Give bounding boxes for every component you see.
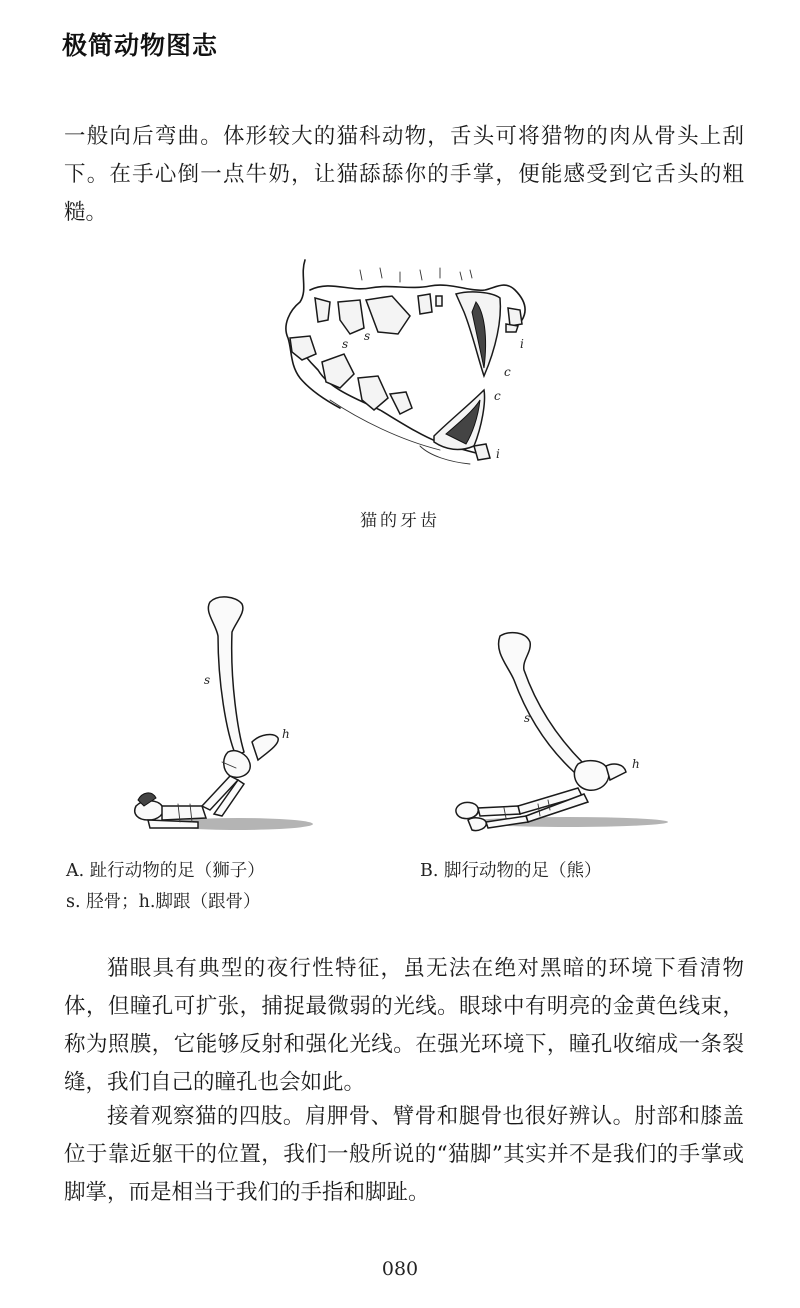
teeth-label-i1: i — [520, 337, 524, 351]
lion-label-s: s — [204, 673, 211, 687]
bear-foot-illustration — [448, 630, 678, 840]
lion-label-h: h — [282, 727, 290, 741]
paragraph-eyes: 猫眼具有典型的夜行性特征，虽无法在绝对黑暗的环境下看清物体，但瞳孔可扩张，捕捉最微弱的光线。眼球中有明亮的金黄色线束，称为照膜，它能够反射和强化光线。在强光环境下，瞳孔收缩成一条裂缝，我们自己的瞳孔也会如此。 — [64, 956, 744, 1095]
teeth-label-c2: c — [494, 389, 501, 403]
lion-foot-legend: s. 胫骨；h.脚跟（跟骨） — [66, 892, 261, 912]
lion-foot-caption: A. 趾行动物的足（狮子） — [66, 861, 265, 881]
teeth-label-c1: c — [504, 365, 511, 379]
paragraph-limbs: 接着观察猫的四肢。肩胛骨、臂骨和腿骨也很好辨认。肘部和膝盖位于靠近躯干的位置，我们一般所说的“猫脚”其实并不是我们的手掌或脚掌，而是相当于我们的手指和脚趾。 — [64, 1104, 744, 1205]
bear-label-h: h — [632, 757, 640, 771]
book-title-header: 极简动物图志 — [62, 31, 219, 60]
bear-foot-caption: B. 脚行动物的足（熊） — [420, 861, 602, 881]
cat-teeth-illustration — [270, 250, 540, 480]
teeth-caption: 猫的牙齿 — [360, 511, 440, 531]
teeth-label-s2: s — [364, 329, 371, 343]
paragraph-tongue: 一般向后弯曲。体形较大的猫科动物，舌头可将猎物的肉从骨头上刮下。在手心倒一点牛奶，让猫舔舔你的手掌，便能感受到它舌头的粗糙。 — [64, 124, 744, 225]
bear-label-s: s — [524, 711, 531, 725]
teeth-label-s1: s — [342, 337, 349, 351]
teeth-label-i2: i — [496, 447, 500, 461]
page-number: 080 — [381, 1258, 419, 1280]
lion-foot-illustration — [118, 592, 318, 842]
